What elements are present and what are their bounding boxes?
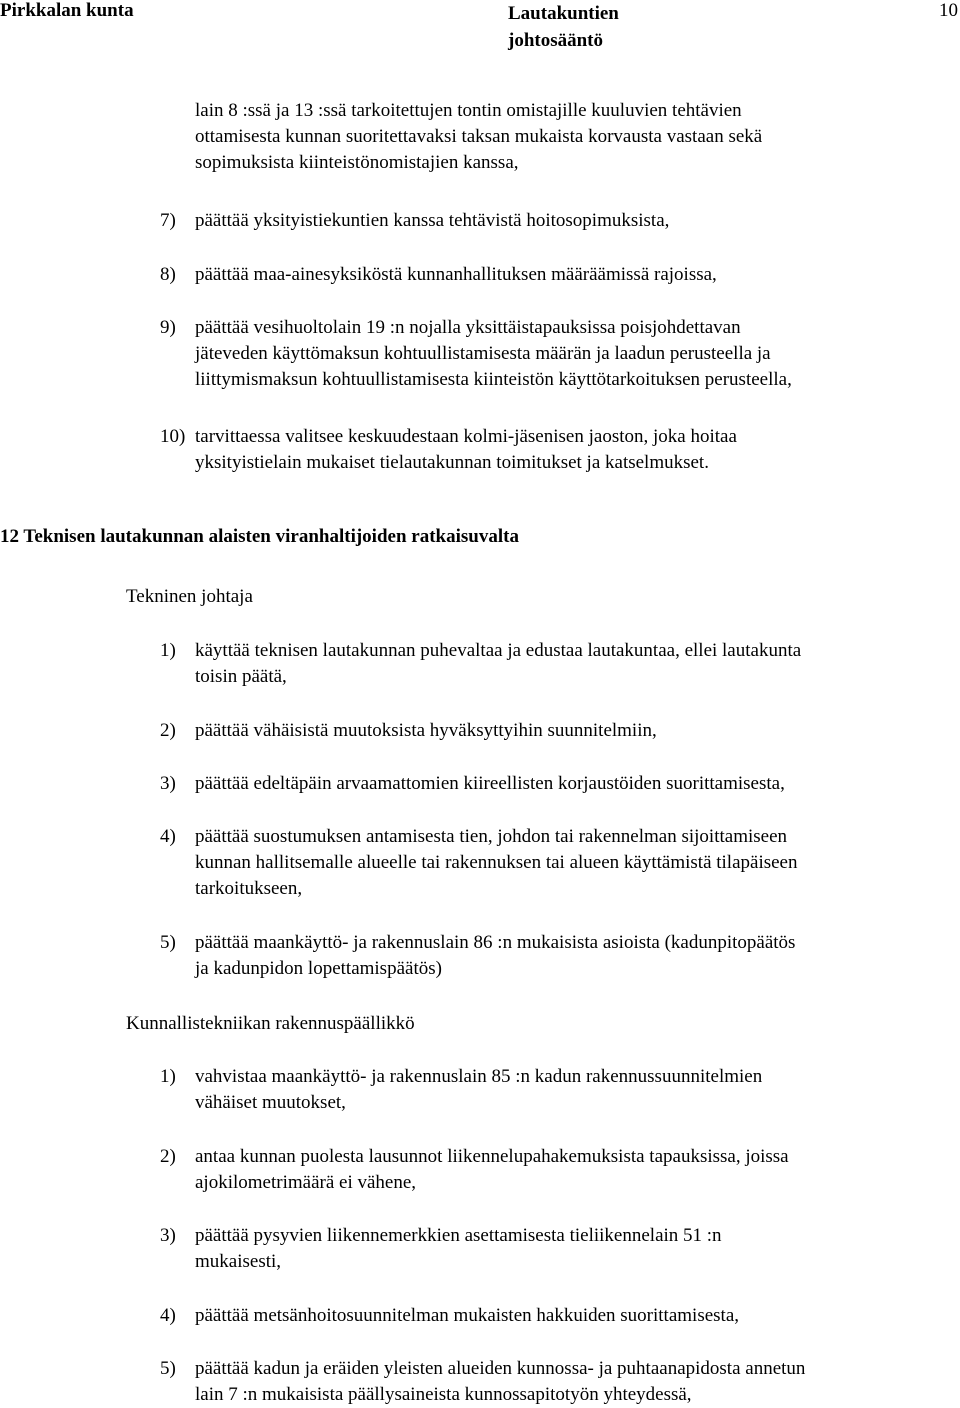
- list-item-line: päättää metsänhoitosuunnitelman mukaisten hakkuiden suorittamisesta,: [195, 1305, 740, 1326]
- document-title-line2: johtosääntö: [508, 30, 604, 51]
- list-item-number: 3): [160, 773, 176, 794]
- list-item: [195, 638, 935, 690]
- document-title: [508, 0, 708, 54]
- intro-line: ottamisesta kunnan suoritettavaksi taksan mukaista korvausta vastaan sekä: [195, 126, 763, 147]
- list-item-line: päättää maankäyttö- ja rakennuslain 86 :n mukaisista asioista (kadunpitopäätös: [195, 932, 796, 953]
- intro-paragraph: [195, 98, 955, 176]
- list-item: [195, 315, 935, 393]
- list-item-line: mukaisesti,: [195, 1251, 282, 1272]
- list-item: [195, 1223, 935, 1275]
- list-item: [195, 1303, 935, 1329]
- list-item-number: 9): [160, 317, 176, 338]
- subsection-heading: Tekninen johtaja: [126, 586, 253, 607]
- list-item: [195, 1144, 935, 1196]
- subsection-heading: Kunnallistekniikan rakennuspäällikkö: [126, 1013, 415, 1034]
- list-item-line: päättää kadun ja eräiden yleisten alueiden kunnossa- ja puhtaanapidosta annetun: [195, 1358, 806, 1379]
- list-item-number: 5): [160, 1358, 176, 1379]
- list-item-number: 8): [160, 264, 176, 285]
- list-item-number: 4): [160, 1305, 176, 1326]
- list-item-number: 1): [160, 1066, 176, 1087]
- intro-line: sopimuksista kiinteistönomistajien kanssa,: [195, 152, 519, 173]
- list-item-line: yksityistielain mukaiset tielautakunnan toimitukset ja katselmukset.: [195, 452, 709, 473]
- list-item-line: ajokilometrimäärä ei vähene,: [195, 1172, 417, 1193]
- list-item-line: liittymismaksun kohtuullistamisesta kiinteistön käyttötarkoituksen perusteella,: [195, 369, 792, 390]
- list-item: [195, 262, 935, 288]
- list-item-number: 3): [160, 1225, 176, 1246]
- section-heading: 12 Teknisen lautakunnan alaisten viranhaltijoiden ratkaisuvalta: [0, 526, 519, 547]
- list-item-line: toisin päätä,: [195, 666, 287, 687]
- list-item-line: tarvittaessa valitsee keskuudestaan kolmi-jäsenisen jaoston, joka hoitaa: [195, 426, 737, 447]
- list-item-line: kunnan hallitsemalle alueelle tai rakennuksen tai alueen käyttämistä tilapäiseen: [195, 852, 798, 873]
- list-item-line: jäteveden käyttömaksun kohtuullistamisesta määrän ja laadun perusteella ja: [195, 343, 771, 364]
- list-item: [195, 208, 935, 234]
- list-item-number: 2): [160, 1146, 176, 1167]
- list-item-line: käyttää teknisen lautakunnan puhevaltaa ja edustaa lautakuntaa, ellei lautakunta: [195, 640, 802, 661]
- list-item-number: 5): [160, 932, 176, 953]
- intro-line: lain 8 :ssä ja 13 :ssä tarkoitettujen tontin omistajille kuuluvien tehtävien: [195, 100, 742, 121]
- list-item-line: päättää yksityistiekuntien kanssa tehtävistä hoitosopimuksista,: [195, 210, 670, 231]
- list-item-number: 7): [160, 210, 176, 231]
- list-item: [195, 718, 935, 744]
- list-item-line: ja kadunpidon lopettamispäätös): [195, 958, 442, 979]
- page-header: [0, 0, 960, 60]
- list-item-line: päättää suostumuksen antamisesta tien, johdon tai rakennelman sijoittamiseen: [195, 826, 788, 847]
- list-item-line: antaa kunnan puolesta lausunnot liikennelupahakemuksista tapauksissa, joissa: [195, 1146, 789, 1167]
- list-item: [195, 1064, 935, 1116]
- list-item: [195, 424, 935, 476]
- list-item-line: vähäiset muutokset,: [195, 1092, 346, 1113]
- list-item: [195, 930, 935, 982]
- list-item-line: päättää vesihuoltolain 19 :n nojalla yksittäistapauksissa poisjohdettavan: [195, 317, 741, 338]
- list-item-line: lain 7 :n mukaisista päällysaineista kunnossapitotyön yhteydessä,: [195, 1384, 692, 1405]
- list-item-line: päättää edeltäpäin arvaamattomien kiireellisten korjaustöiden suorittamisesta,: [195, 773, 785, 794]
- list-item: [195, 1356, 935, 1408]
- list-item-number: 2): [160, 720, 176, 741]
- list-item-line: vahvistaa maankäyttö- ja rakennuslain 85 :n kadun rakennussuunnitelmien: [195, 1066, 763, 1087]
- municipality-name: Pirkkalan kunta: [0, 0, 134, 21]
- list-item-number: 4): [160, 826, 176, 847]
- document-title-line1: Lautakuntien: [508, 3, 619, 24]
- list-item-line: päättää maa-ainesyksiköstä kunnanhallituksen määräämissä rajoissa,: [195, 264, 717, 285]
- list-item-line: päättää vähäisistä muutoksista hyväksyttyihin suunnitelmiin,: [195, 720, 657, 741]
- list-item-number: 1): [160, 640, 176, 661]
- page-number: 10: [939, 0, 958, 21]
- list-item-number: 10): [160, 426, 186, 447]
- list-item-line: tarkoitukseen,: [195, 878, 303, 899]
- list-item-line: päättää pysyvien liikennemerkkien asettamisesta tieliikennelain 51 :n: [195, 1225, 722, 1246]
- list-item: [195, 824, 935, 902]
- list-item: [195, 771, 935, 797]
